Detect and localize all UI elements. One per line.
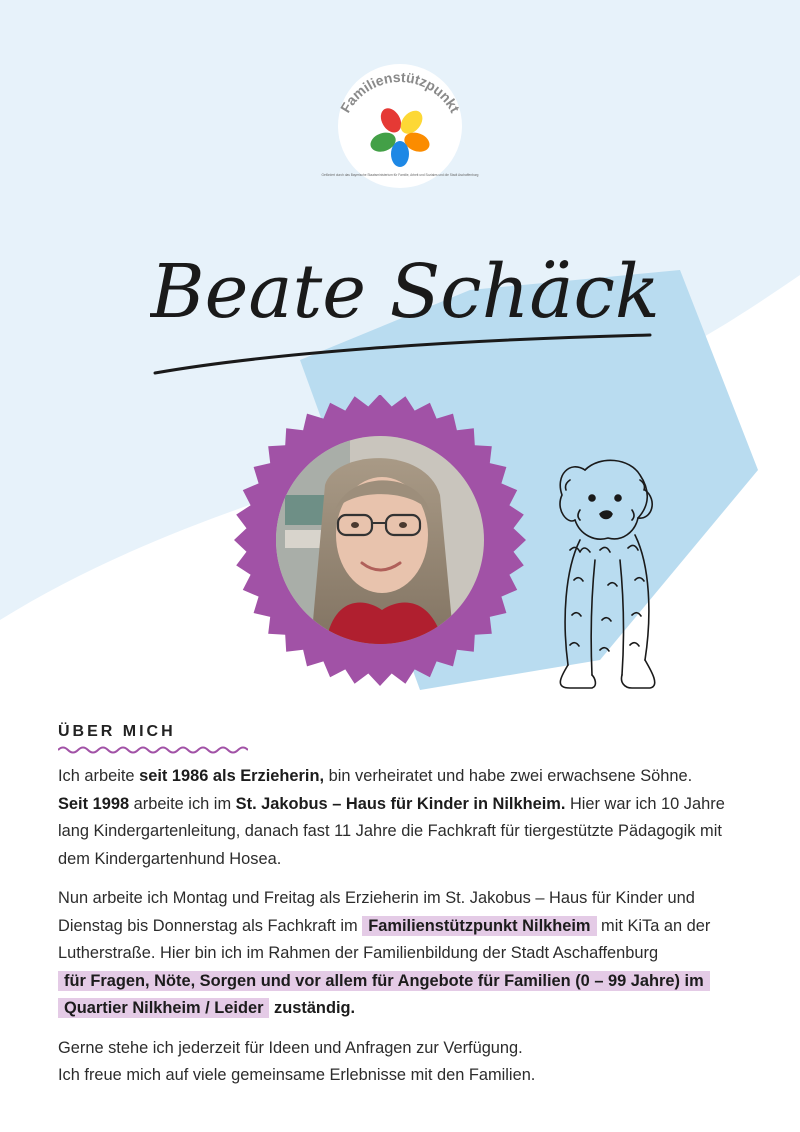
portrait bbox=[230, 395, 530, 695]
highlighted-text: Quartier Nilkheim / Leider bbox=[58, 998, 269, 1018]
text: Hier war ich 10 Jahre lang Kindergartenleitung, danach fast 11 Jahre die Fachkraft für tiergestützte Pädagogik mit dem Kindergartenhund Hosea. bbox=[58, 794, 725, 868]
bold-text: seit 1986 als Erzieherin, bbox=[139, 767, 325, 785]
about-text bbox=[58, 763, 758, 1102]
signature-underline bbox=[155, 335, 650, 373]
section-heading: ÜBER MICH bbox=[58, 723, 176, 740]
text: Nun arbeite ich Montag und Freitag als Erzieherin im St. Jakobus – Haus für Kinder und Dienstag bis Donnerstag als Fachkraft im bbox=[58, 889, 695, 935]
highlighted-text: für Fragen, Nöte, Sorgen und vor allem für Angebote für Familien (0 – 99 Jahre) im bbox=[58, 971, 710, 991]
logo-sub-text: Gefördert durch das Bayerische Staatsministerium für Familie, Arbeit und Soziales und die Stadt Aschaffenburg bbox=[321, 173, 479, 177]
bold-text: zuständig. bbox=[269, 999, 356, 1017]
text: bin verheiratet und habe zwei erwachsene Söhne. bbox=[324, 767, 693, 785]
person-name: Beate Schäck bbox=[150, 249, 660, 335]
text: arbeite ich im bbox=[129, 794, 236, 813]
familienstuetzpunkt-logo bbox=[320, 58, 480, 188]
bold-text: St. Jakobus – Haus für Kinder in Nilkheim. bbox=[235, 794, 566, 813]
text: Ich arbeite bbox=[58, 767, 140, 785]
paragraph-1 bbox=[58, 763, 758, 873]
paragraph-2 bbox=[58, 885, 758, 1023]
text: Ich freue mich auf viele gemeinsame Erlebnisse mit den Familien. bbox=[58, 1066, 536, 1084]
wavy-underline bbox=[58, 745, 248, 755]
dog-illustration bbox=[540, 450, 670, 695]
bold-text: Seit 1998 bbox=[58, 794, 130, 813]
paragraph-3 bbox=[58, 1035, 758, 1090]
logo-arc-text: Familienstützpunkt bbox=[336, 68, 464, 116]
text: Gerne stehe ich jederzeit für Ideen und Anfragen zur Verfügung. bbox=[58, 1038, 523, 1057]
highlighted-text: Familienstützpunkt Nilkheim bbox=[362, 916, 596, 936]
text: mit KiTa an der Lutherstraße. Hier bin ich im Rahmen der Familienbildung der Stadt Aschaffenburg bbox=[58, 916, 711, 962]
name-signature bbox=[150, 225, 660, 385]
